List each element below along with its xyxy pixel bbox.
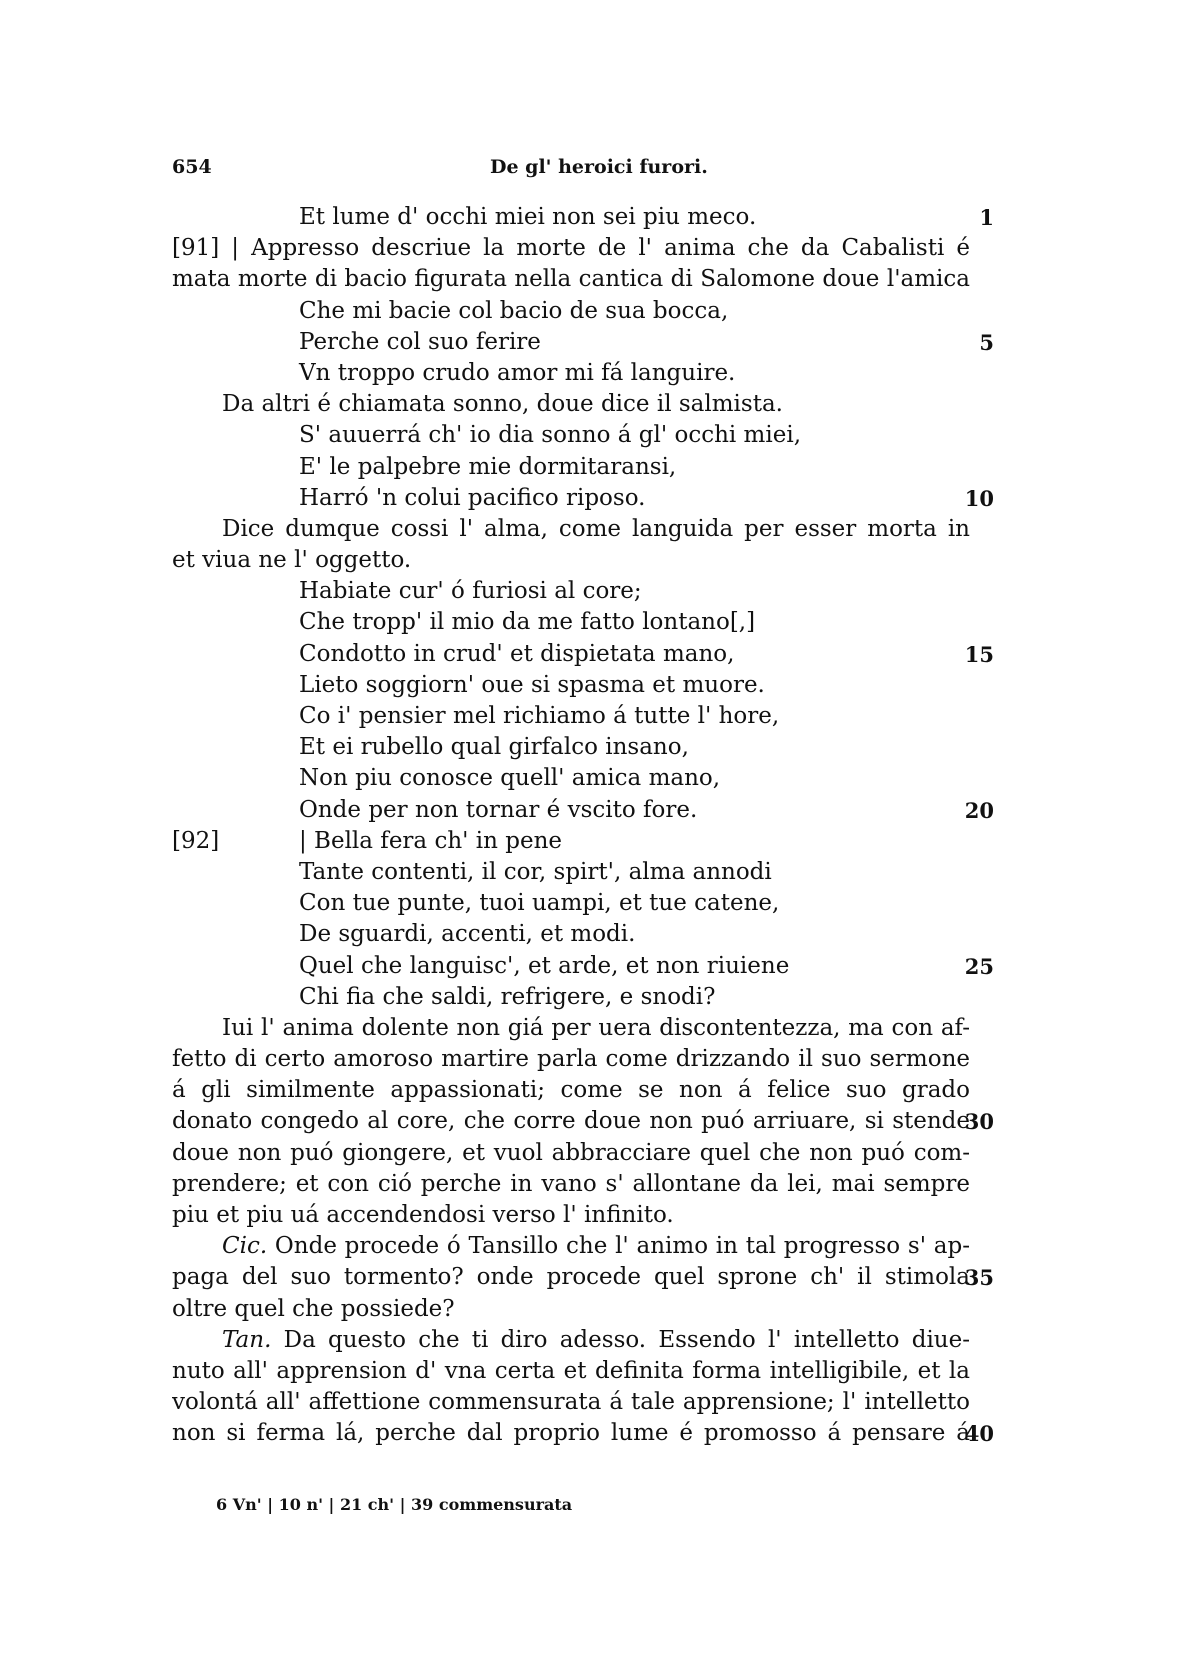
line-text: Lieto soggiorn' oue si spasma et muore. [299, 671, 765, 698]
line-text: Onde per non tornar é vscito fore. [299, 796, 698, 823]
line-body: Da questo che ti diro adesso. Essendo l' intelletto diue- [283, 1326, 970, 1353]
verse-line [172, 452, 982, 483]
line-number: 1 [979, 205, 994, 230]
prose-line [172, 1013, 982, 1044]
line-number: 20 [964, 797, 994, 823]
page-number: 654 [172, 156, 212, 178]
line-text: E' le palpebre mie dormitaransi, [299, 453, 677, 480]
verse-line [172, 888, 982, 919]
prose-line [172, 1356, 982, 1387]
line-text: Et ei rubello qual girfalco insano, [299, 734, 689, 761]
running-title: De gl' heroici furori. [490, 156, 708, 178]
line-text: Da altri é chiamata sonno, doue dice il salmista. [222, 391, 783, 418]
verse-line [172, 732, 982, 763]
prose-line [172, 1169, 982, 1200]
verse-line [172, 483, 994, 514]
verse-line [172, 420, 982, 451]
speaker-label: Tan. [222, 1326, 272, 1353]
line-text: De sguardi, accenti, et modi. [299, 921, 636, 948]
speaker-label: Cic. [222, 1233, 268, 1260]
verse-line [172, 639, 994, 670]
line-text: donato congedo al core, che corre doue non puó arriuare, si stende [172, 1108, 970, 1135]
line-text: Vn troppo crudo amor mi fá languire. [299, 359, 736, 386]
verse-line [172, 982, 982, 1013]
line-text: Tante contenti, il cor, spirt', alma annodi [299, 858, 772, 885]
line-text: nuto all' apprension d' vna certa et definita forma intelligibile, et la [172, 1357, 970, 1384]
prose-line [172, 1075, 982, 1106]
line-text: paga del suo tormento? onde procede quel sprone ch' il stimola [172, 1264, 970, 1291]
line-text: oltre quel che possiede? [172, 1295, 455, 1322]
line-text: [91] | Appresso descriue la morte de l' anima che da Cabalisti é [172, 235, 970, 262]
line-text: Co i' pensier mel richiamo á tutte l' hore, [299, 703, 780, 729]
line-number: 35 [964, 1265, 994, 1291]
line-text [222, 1325, 970, 1356]
verse-line [172, 919, 982, 950]
verse-line [172, 701, 982, 732]
verse-line [172, 857, 982, 888]
verse-line [172, 296, 982, 327]
line-text: á gli similmente appassionati; come se non á felice suo grado [172, 1077, 970, 1104]
line-text: Chi fia che saldi, refrigere, e snodi? [299, 983, 716, 1010]
line-text: Et lume d' occhi miei non sei piu meco. [299, 204, 757, 230]
line-text: Iui l' anima dolente non giá per uera discontentezza, ma con af- [222, 1014, 970, 1041]
line-text: mata morte di bacio figurata nella cantica di Salomone doue l'amica [172, 266, 970, 293]
prose-line [172, 1387, 982, 1418]
line-text: Quel che languisc', et arde, et non riuiene [299, 952, 790, 979]
prose-line [172, 1106, 994, 1137]
line-text: Che tropp' il mio da me fatto lontano[,] [299, 609, 756, 636]
prose-line [172, 1262, 994, 1293]
prose-line [172, 1294, 982, 1325]
verse-line [172, 327, 994, 358]
prose-line [172, 1231, 982, 1262]
footnotes: 6 Vn' | 10 n' | 21 ch' | 39 commensurata [216, 1495, 573, 1514]
prose-line [172, 1044, 982, 1075]
line-text: S' auuerrá ch' io dia sonno á gl' occhi miei, [299, 422, 802, 449]
prose-line [172, 545, 982, 576]
verse-line [172, 607, 982, 638]
line-text: fetto di certo amoroso martire parla come drizzando il suo sermone [172, 1046, 970, 1073]
line-text: Harró 'n colui pacifico riposo. [299, 484, 646, 511]
line-number: 30 [964, 1109, 994, 1135]
line-text [222, 1231, 970, 1262]
line-number: 25 [964, 953, 994, 979]
verse-line [172, 670, 982, 701]
line-number: 5 [979, 329, 994, 355]
line-text: Condotto in crud' et dispietata mano, [299, 640, 735, 667]
line-text: Dice dumque cossi l' alma, come languida per esser morta in [222, 515, 970, 542]
verse-line [172, 795, 994, 826]
prose-line [172, 264, 982, 295]
prose-line [172, 1138, 982, 1169]
prose-line [172, 1325, 982, 1356]
verse-line [172, 763, 982, 794]
verse-line [172, 576, 982, 607]
prose-line [172, 389, 982, 420]
line-text: non si ferma lá, perche dal proprio lume é promosso á pensare á [172, 1420, 970, 1447]
line-text: Non piu conosce quell' amica mano, [299, 765, 721, 792]
line-text: doue non puó giongere, et vuol abbracciare quel che non puó com- [172, 1139, 970, 1166]
prose-line [172, 514, 982, 545]
line-text: piu et piu uá accendendosi verso l' infinito. [172, 1202, 674, 1228]
line-text: Che mi bacie col bacio de sua bocca, [299, 297, 729, 324]
verse-line [172, 951, 994, 982]
prose-line [172, 233, 982, 264]
line-text: prendere; et con ció perche in vano s' allontane da lei, mai sempre [172, 1170, 970, 1197]
prose-line [172, 1418, 994, 1449]
line-text: volontá all' affettione commensurata á tale apprensione; l' intelletto [172, 1389, 970, 1416]
line-body: Onde procede ó Tansillo che l' animo in tal progresso s' ap- [274, 1233, 970, 1260]
section-marker: [92] [172, 827, 220, 854]
verse-line [172, 826, 982, 857]
verse-line [172, 358, 982, 389]
line-text: Habiate cur' ó furiosi al core; [299, 578, 642, 605]
line-text: et viua ne l' oggetto. [172, 547, 412, 574]
verse-line [172, 202, 994, 233]
line-number: 10 [964, 485, 994, 511]
line-text: | Bella fera ch' in pene [299, 827, 563, 854]
page-header [172, 156, 992, 186]
line-number: 15 [964, 641, 994, 667]
body-text [172, 202, 994, 1450]
line-text: Con tue punte, tuoi uampi, et tue catene, [299, 890, 780, 917]
prose-line [172, 1200, 982, 1231]
line-text: Perche col suo ferire [299, 328, 541, 355]
line-number: 40 [964, 1421, 994, 1447]
